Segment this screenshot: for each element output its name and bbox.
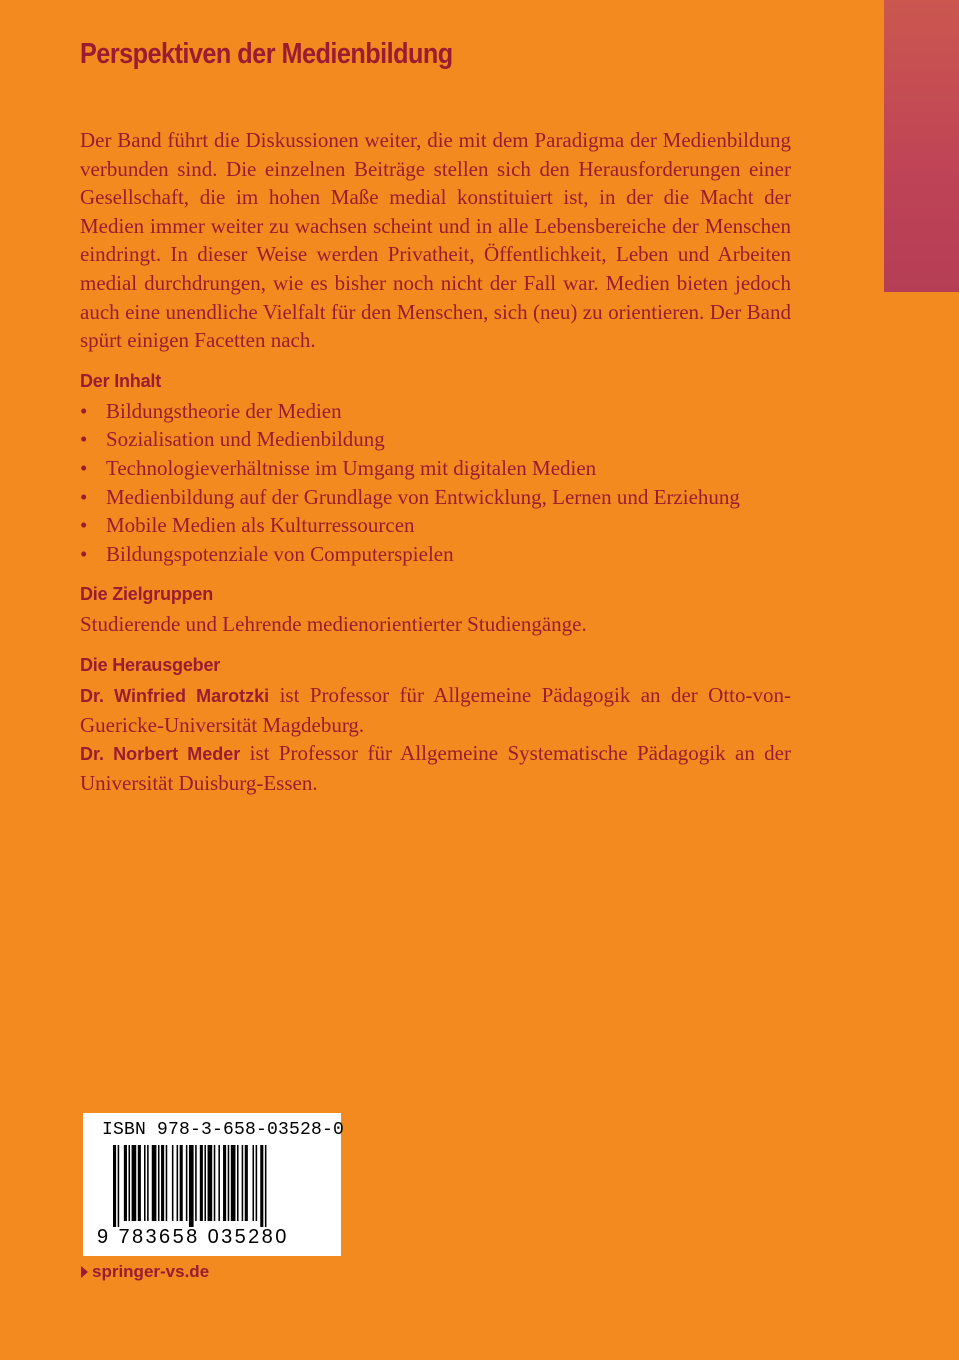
barcode-bar — [180, 1145, 183, 1221]
page-title: Perspektiven der Medienbildung — [80, 38, 453, 70]
barcode-bar — [223, 1145, 226, 1221]
list-item-label: Medienbildung auf der Grundlage von Entwicklung, Lernen und Erziehung — [106, 484, 740, 509]
barcode-bar — [124, 1145, 127, 1221]
ean-number: 9 783658 035280 — [97, 1226, 289, 1248]
list-item — [80, 540, 791, 569]
isbn-label: ISBN 978-3-658-03528-0 — [102, 1120, 345, 1140]
publisher-link-label: springer-vs.de — [92, 1262, 210, 1281]
barcode-bar — [218, 1145, 220, 1221]
barcode-bar — [144, 1145, 146, 1221]
list-item-label: Bildungstheorie der Medien — [106, 398, 342, 423]
editor-description: ist Professor für Allgemeine Systematische Pädagogik an der Universität Duisburg-Essen. — [80, 741, 791, 795]
list-item-label: Mobile Medien als Kulturressourcen — [106, 513, 415, 538]
barcode-bar — [245, 1145, 248, 1221]
editor-entry — [80, 681, 791, 739]
barcode-bar — [129, 1145, 131, 1221]
bullet-icon: • — [80, 484, 88, 509]
editor-name: Dr. Winfried Marotzki — [80, 685, 270, 706]
barcode-bar — [256, 1145, 258, 1221]
barcode-bar — [138, 1145, 141, 1221]
editor-description: ist Professor für Allgemeine Pädagogik an der Otto-von-Guericke-Universität Magdeburg. — [80, 682, 791, 737]
list-item-label: Technologieverhältnisse im Umgang mit digitalen Medien — [106, 455, 597, 480]
barcode-bar — [118, 1145, 120, 1227]
barcode-bar — [200, 1145, 203, 1221]
publisher-link[interactable] — [81, 1262, 209, 1282]
barcode-bar — [214, 1145, 216, 1221]
barcode-bar — [177, 1145, 179, 1221]
barcode-bar — [186, 1145, 188, 1221]
list-item — [80, 425, 791, 454]
barcode-icon — [113, 1145, 313, 1227]
barcode-bar — [132, 1145, 137, 1221]
barcode-bar — [195, 1145, 197, 1221]
barcode-bar — [242, 1145, 244, 1221]
barcode-bar — [189, 1145, 194, 1227]
bullet-icon: • — [80, 427, 88, 452]
barcode-bar — [237, 1145, 239, 1221]
arrow-right-icon — [81, 1266, 88, 1278]
inhalt-list — [80, 397, 791, 569]
zielgruppen-text: Studierende und Lehrende medienorientierter Studiengänge. — [80, 612, 587, 637]
barcode-bar — [166, 1145, 168, 1221]
barcode-bar — [152, 1145, 157, 1221]
editor-name: Dr. Norbert Meder — [80, 744, 241, 765]
barcode-bar — [231, 1145, 236, 1221]
barcode-bar — [172, 1145, 174, 1221]
bullet-icon: • — [80, 455, 88, 480]
barcode-bar — [161, 1145, 164, 1221]
barcode-bar — [113, 1145, 116, 1227]
barcode-bar — [204, 1145, 206, 1221]
barcode-bar — [147, 1145, 149, 1221]
list-item — [80, 454, 791, 483]
intro-paragraph: Der Band führt die Diskussionen weiter, die mit dem Paradigma der Medienbildung verbunden sind. Die einzelnen Beiträge stellen sich den Herausforderungen einer Gesellschaft, die im hohen Maße medial konstituiert ist, in der die Macht der Medien immer weiter zu wachsen scheint und in alle Lebensbereiche der Menschen eindringt. In dieser Weise werden Privatheit, Öffentlichkeit, Leben und Arbeiten medial durchdrungen, wie es bisher noch nicht der Fall war. Medien bieten jedoch auch eine unendliche Vielfalt für den Menschen, sich (neu) zu orientieren. Der Band spürt einigen Facetten nach. — [80, 128, 791, 353]
back-cover-text — [80, 126, 791, 797]
barcode-bar — [228, 1145, 230, 1221]
list-item — [80, 397, 791, 426]
herausgeber-heading: Die Herausgeber — [80, 654, 221, 675]
barcode-bar — [208, 1145, 213, 1221]
list-item — [80, 511, 791, 540]
bullet-icon: • — [80, 513, 88, 538]
isbn-barcode — [83, 1113, 345, 1256]
barcode-bar — [260, 1145, 263, 1227]
list-item-label: Bildungspotenziale von Computerspielen — [106, 541, 454, 566]
inhalt-heading: Der Inhalt — [80, 370, 162, 391]
bullet-icon: • — [80, 398, 88, 423]
bullet-icon: • — [80, 541, 88, 566]
barcode-bar — [253, 1145, 255, 1221]
barcode-bar — [158, 1145, 160, 1221]
color-tab — [884, 0, 959, 292]
editor-entry — [80, 739, 791, 797]
zielgruppen-heading: Die Zielgruppen — [80, 584, 214, 605]
barcode-bar — [265, 1145, 267, 1227]
list-item-label: Sozialisation und Medienbildung — [106, 427, 385, 452]
list-item — [80, 483, 791, 512]
